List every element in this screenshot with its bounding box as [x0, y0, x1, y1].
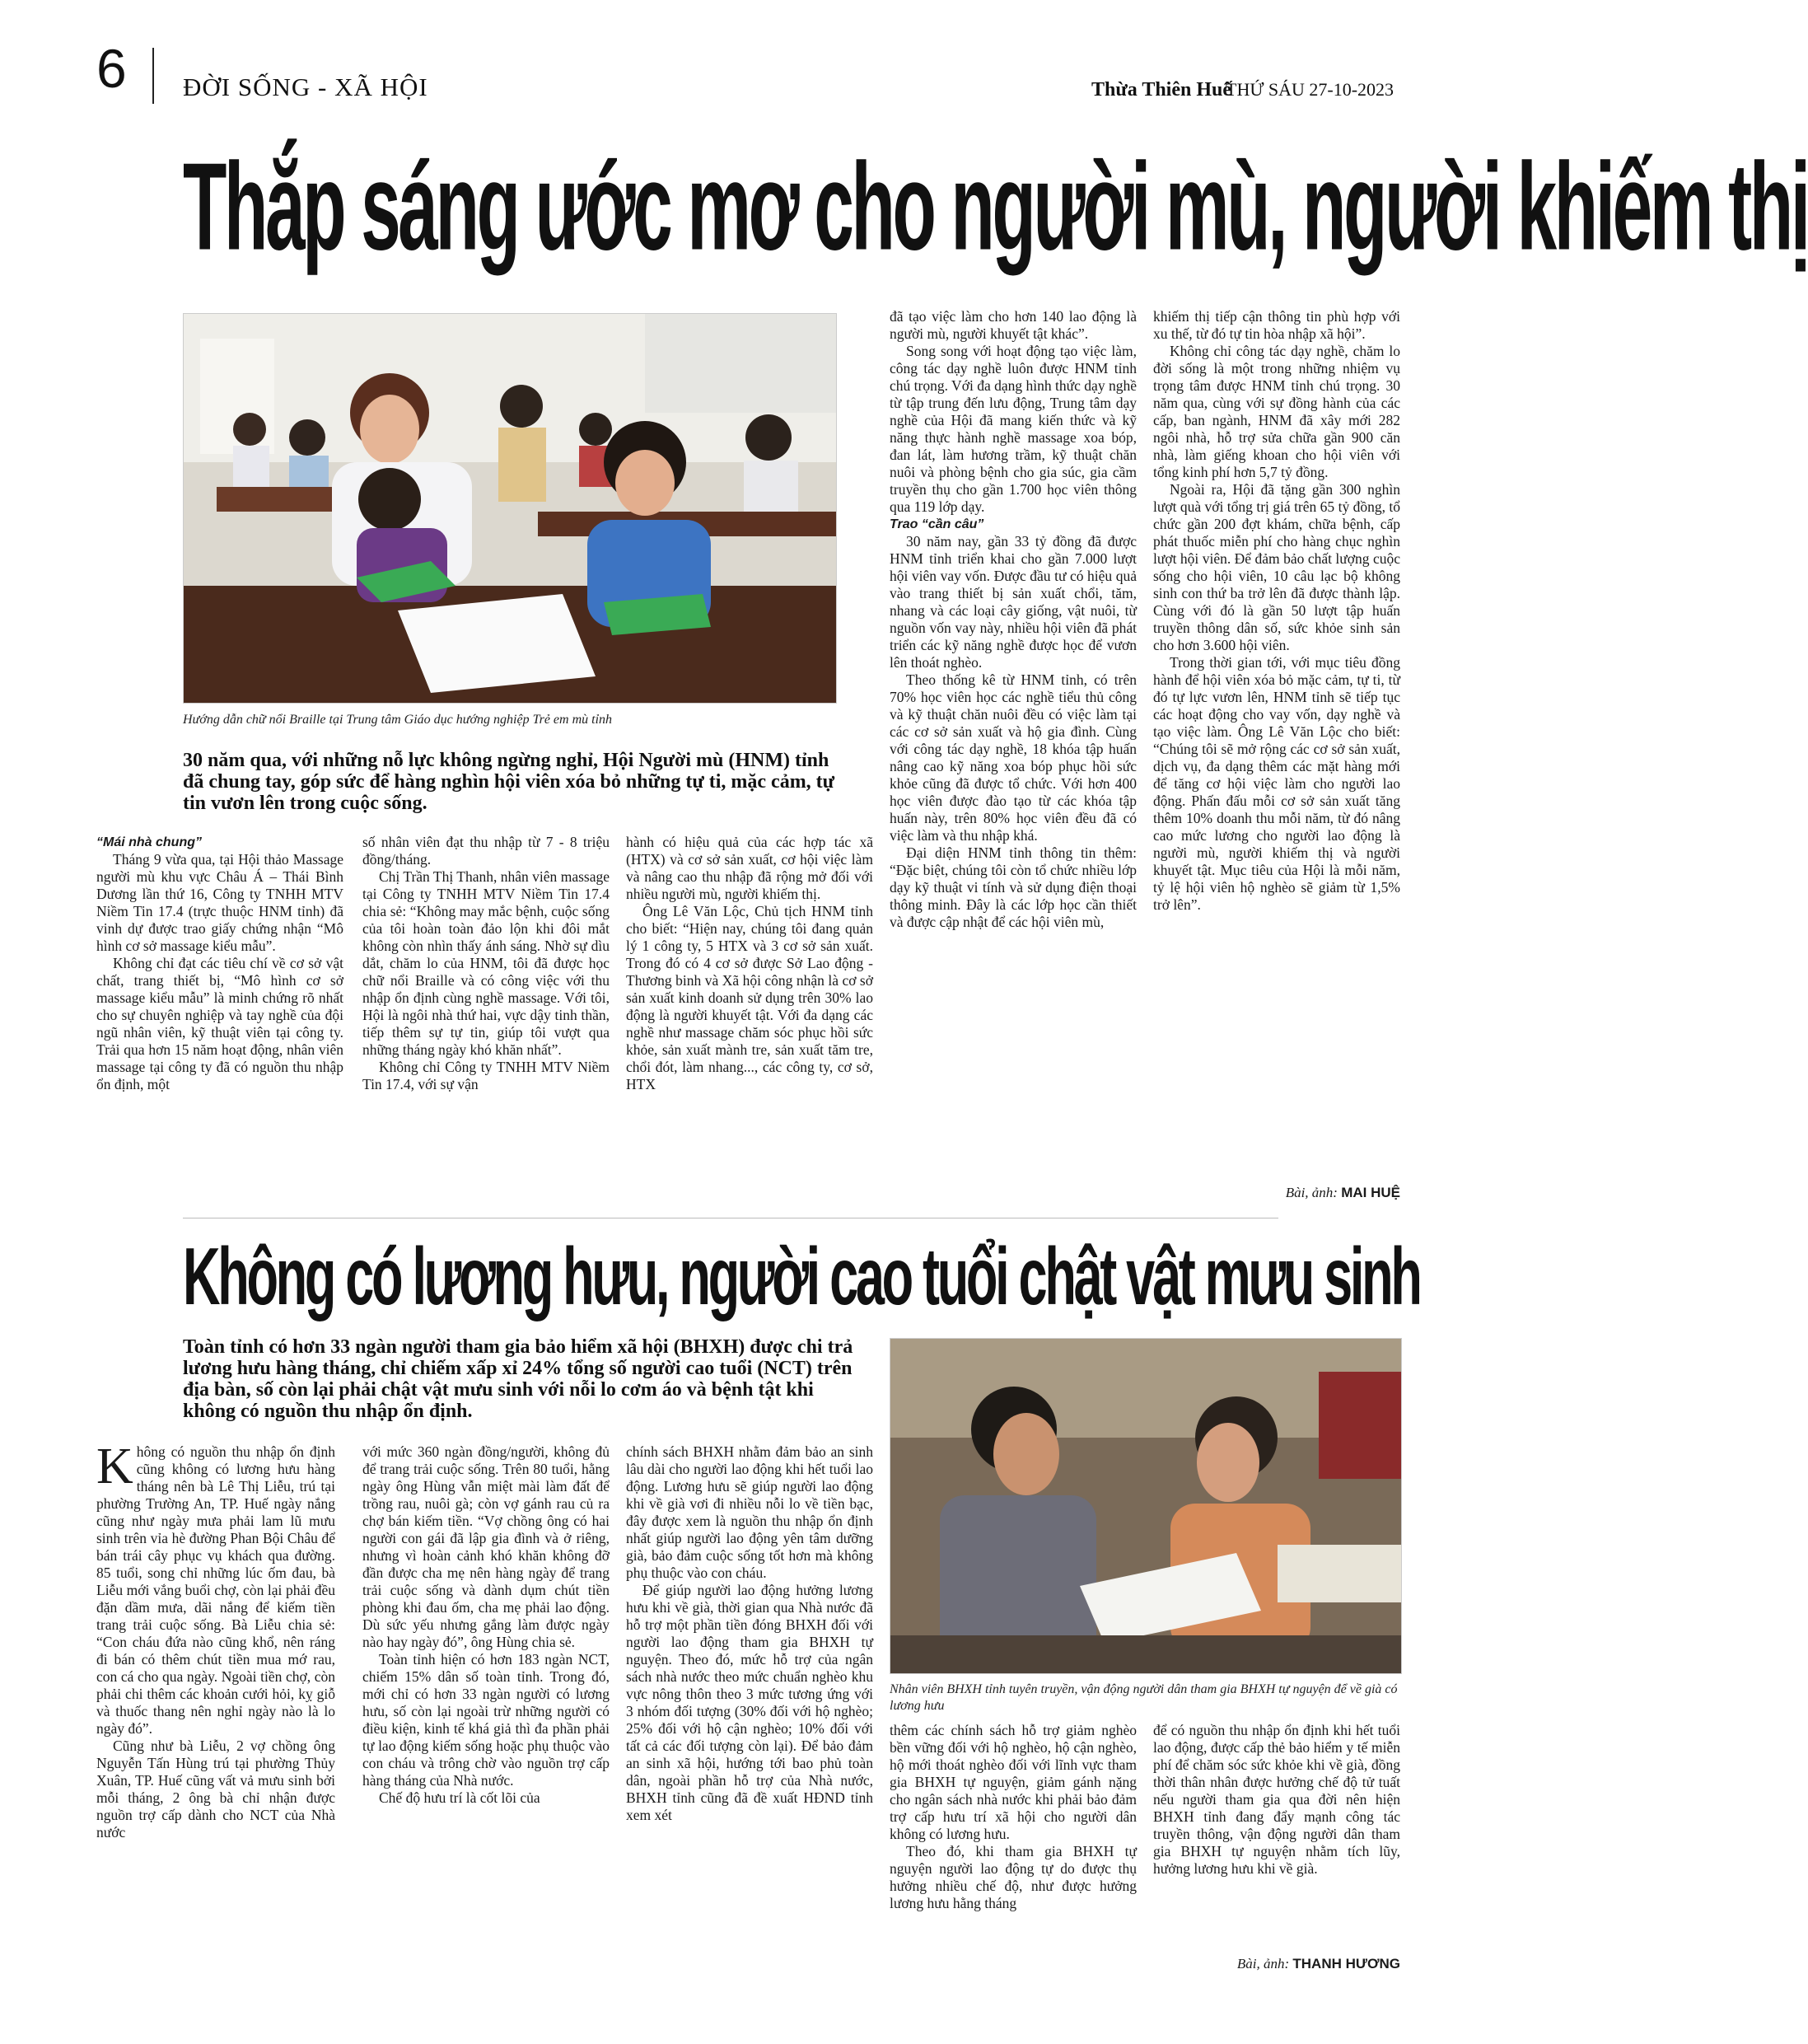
paragraph-text: hông có nguồn thu nhập ổn định cũng không có lương hưu hàng tháng nên bà Lê Thị Liễu, trú tại phường Trường An, TP. Huế ngày nắng cũng như ngày mưa phải lam lũ mưu sinh trên vỉa hè đường Phan Bội Châu để bán trái cây phục vụ khách qua đường. 85 tuổi, song chỉ những lúc ốm đau, bà Liễu mới vắng buổi chợ, còn lại phải đều đặn dầm mưa, dãi nắng để kiếm tiền trang trải cuộc sống. Bà Liễu chia sẻ: “Con cháu đứa nào cũng khổ, nên ráng đi bán có thêm chút tiền mua mớ rau, con cá cho qua ngày. Ngoài tiền chợ, còn phải chi thêm các khoản cưới hỏi, kỵ giỗ và thuốc thang nên nghỉ ngày nào là lo ngày đó”.: [96, 1443, 335, 1737]
paragraph: Theo thống kê từ HNM tỉnh, có trên 70% học viên học các nghề tiểu thủ công và kỹ thuật chăn nuôi đều có việc làm tại các cơ sở sản xuất và hộ gia đình. Cùng với công tác dạy nghề, 18 khóa tập huấn nâng cao kỹ năng xoa bóp phục hồi sức khỏe cũng đã được tổ chức. Với hơn 400 học viên được đào tạo từ các khóa tập huấn này, trên 80% học viên đều đã có việc làm và thu nhập khá.: [890, 671, 1137, 844]
byline-prefix: Bài, ảnh:: [1236, 1956, 1290, 1972]
article-1-headline: Thắp sáng ước mơ cho người mù, người khiếm thị: [183, 138, 1808, 277]
paragraph: 30 năm nay, gần 33 tỷ đồng đã được HNM tỉnh triển khai cho gần 7.000 lượt hội viên vay vốn. Được đầu tư có hiệu quả vào trang thiết bị sản xuất chổi, tăm, nhang và các loại cây giống, vật nuôi, từ nguồn vốn vay này, nhiều hội viên đã phát triển các kỹ năng nghề được học để vươn lên thoát nghèo.: [890, 533, 1137, 671]
paragraph: Chế độ hưu trí là cốt lõi của: [379, 1789, 540, 1806]
paragraph: Song song với hoạt động tạo việc làm, công tác dạy nghề luôn được HNM tỉnh chú trọng. Với đa dạng hình thức dạy nghề từ tập trung đến lưu động, Trung tâm dạy nghề của Hội đã mang kiến thức và kỹ năng thực hành nghề massage xoa bóp, đan lát, làm hương trầm, kỹ thuật chăn nuôi và phòng bệnh cho gia súc, gia cầm truyền thụ cho gần 1.700 học viên thông qua 119 lớp dạy.: [890, 343, 1137, 515]
paragraph: Cũng như bà Liễu, 2 vợ chồng ông Nguyễn Tấn Hùng trú tại phường Thủy Xuân, TP. Huế cũng vất vả mưu sinh bởi mỗi tháng, 2 ông bà chỉ nhận được nguồn trợ cấp dành cho NCT của Nhà nước: [96, 1738, 335, 1841]
paragraph: Để giúp người lao động hưởng lương hưu khi về già, thời gian qua Nhà nước đã hỗ trợ một phần tiền đóng BHXH đối với người lao động tham gia BHXH tự nguyện. Theo đó, mức hỗ trợ của ngân sách nhà nước theo mức chuẩn nghèo khu vực nông thôn theo 3 mức tương ứng với 3 nhóm đối tượng (30% đối với hộ nghèo; 25% đối với hộ cận nghèo; 10% đối với tất cả các đối tượng còn lại). Để bảo đảm an sinh xã hội, hướng tới bao phủ toàn dân, ngoài phần hỗ trợ của Nhà nước, BHXH tỉnh cũng đã đề xuất HĐND tỉnh xem xét: [626, 1582, 873, 1823]
paragraph: Không chỉ đạt các tiêu chí về cơ sở vật chất, trang thiết bị, “Mô hình cơ sở massage kiểu mẫu” là minh chứng rõ nhất cho sự chuyên nghiệp và tay nghề của đội ngũ nhân viên, kỹ thuật viên tại công ty. Trải qua hơn 15 năm hoạt động, nhân viên massage tại công ty đã có nguồn thu nhập ổn định, một: [96, 955, 343, 1092]
article-2-column-3: [626, 1443, 873, 1824]
article-2-column-2: [362, 1443, 610, 1807]
article-1-caption: Hướng dẫn chữ nổi Braille tại Trung tâm Giáo dục hướng nghiệp Trẻ em mù tỉnh: [183, 713, 613, 727]
article-2-column-4: [890, 1722, 1137, 1912]
paragraph: [96, 1438, 335, 1738]
insurance-outreach-photo: [890, 1339, 1401, 1673]
byline-prefix: Bài, ảnh:: [1285, 1185, 1338, 1200]
newspaper-name: Thừa Thiên Huế: [1091, 79, 1232, 101]
article-1-column-1: [96, 834, 343, 1093]
section-title: ĐỜI SỐNG - XÃ HỘI: [183, 72, 428, 101]
paragraph: Đại diện HNM tỉnh thông tin thêm: “Đặc biệt, chúng tôi còn tổ chức nhiều lớp dạy kỹ thuật vi tính và sử dụng điện thoại thông minh. Đây là các lớp học cần thiết và được cập nhật để các hội viên mù,: [890, 844, 1137, 930]
article-2-byline: [1153, 1956, 1400, 1972]
braille-class-photo: [184, 314, 836, 703]
article-1-column-5: [1153, 308, 1400, 914]
article-1-lead: 30 năm qua, với những nỗ lực không ngừng nghỉ, Hội Người mù (HNM) tỉnh đã chung tay, góp sức để hàng nghìn hội viên xóa bỏ những tự ti, mặc cảm, tự tin vươn lên trong cuộc sống.: [183, 750, 835, 814]
paragraph: Chị Trần Thị Thanh, nhân viên massage tại Công ty TNHH MTV Niềm Tin 17.4 chia sẻ: “Không may mắc bệnh, cuộc sống của tôi hoàn toàn đảo lộn khi đôi mắt không còn nhìn thấy ánh sáng. Nhờ sự dìu dắt, chăm lo của HNM, tôi đã được học chữ nổi Braille và có công việc với thu nhập ổn định cùng nghề massage. Với tôi, Hội là ngôi nhà thứ hai, vực dậy tinh thần, tiếp thêm sự tự tin, giúp tôi vượt qua những tháng ngày khó khăn nhất”.: [362, 868, 610, 1058]
page-number: 6: [96, 38, 127, 99]
paragraph: với mức 360 ngàn đồng/người, không đủ để trang trải cuộc sống. Trên 80 tuổi, hằng ngày ông Hùng vẫn miệt mài làm đất để trồng rau, nuôi gà; còn vợ gánh rau củ ra chợ bán kiếm tiền. “Vợ chồng ông có hai người con gái đã lập gia đình và ở riêng, nhưng vì hoàn cảnh khó khăn không đỡ đần được cha mẹ nên hàng ngày để trang trải cuộc sống và dành dụm chút tiền phòng khi đau ốm, cha mẹ phải lao động. Dù sức yếu nhưng gắng làm được ngày nào hay ngày đó”, ông Hùng chia sẻ.: [362, 1443, 610, 1650]
paragraph: Không chỉ Công ty TNHH MTV Niềm Tin 17.4, với sự vận: [362, 1059, 610, 1092]
article-2-column-5: [1153, 1722, 1400, 1878]
paragraph: hành có hiệu quả của các hợp tác xã (HTX) và cơ sở sản xuất, cơ hội việc làm và nâng cao thu nhập đã rộng mở đối với nhiều người mù, người khiếm thị.: [626, 834, 873, 902]
subheading: Trao “cần câu”: [890, 517, 984, 531]
byline-author: MAI HUỆ: [1341, 1185, 1400, 1200]
paragraph: thêm các chính sách hỗ trợ giảm nghèo bền vững đối với hộ nghèo, hộ cận nghèo, hộ mới thoát nghèo đối với lĩnh vực tham gia BHXH tự nguyện, giảm gánh nặng cho ngân sách nhà nước khi phải bảo đảm trợ cấp hưu trí xã hội cho người dân không có lương hưu.: [890, 1722, 1137, 1842]
paragraph: Theo đó, khi tham gia BHXH tự nguyện người lao động tự do được thụ hưởng nhiều chế độ, như được hưởng lương hưu hằng tháng: [890, 1843, 1137, 1911]
article-2-headline: Không có lương hưu, người cao tuổi chật vật mưu sinh: [183, 1231, 1420, 1323]
paragraph: chính sách BHXH nhằm đảm bảo an sinh lâu dài cho người lao động khi hết tuổi lao động. Lương hưu sẽ giúp người lao động khi về già vơi đi nhiều nỗi lo về tiền bạc, đây được xem là nguồn thu nhập ổn định nhất giúp người lao động yên tâm dưỡng già, bảo đảm cuộc sống tốt hơn mà không phụ thuộc vào con cháu.: [626, 1443, 873, 1581]
article-2-lead: Toàn tỉnh có hơn 33 ngàn người tham gia bảo hiểm xã hội (BHXH) được chi trả lương hưu hàng tháng, chỉ chiếm xấp xỉ 24% tổng số người cao tuổi (NCT) trên địa bàn, số còn lại phải chật vật mưu sinh với nỗi lo cơm áo và bệnh tật khi không có nguồn thu nhập ổn định.: [183, 1336, 853, 1422]
byline-author: THANH HƯƠNG: [1292, 1956, 1400, 1972]
article-1-photo: [183, 313, 837, 704]
paragraph: Trong thời gian tới, với mục tiêu đồng hành để hội viên xóa bỏ mặc cảm, tự ti, từ đó tự lực vươn lên, HNM tỉnh sẽ tiếp tục các hoạt động cho vay vốn, dạy nghề và tạo việc làm. Ông Lê Văn Lộc cho biết: “Chúng tôi sẽ mở rộng các cơ sở sản xuất, dịch vụ, đa dạng thêm các mặt hàng mới để tăng cơ hội việc làm cho người lao động. Phấn đấu mỗi cơ sở sản xuất tăng thêm 10% doanh thu mỗi năm, từ đó nâng cao mức lương cho người lao động là người mù, người khiếm thị và người khuyết tật. Mục tiêu của Hội là mỗi năm, tỷ lệ hội viên hộ nghèo sẽ giảm từ 1,5% trở lên”.: [1153, 654, 1400, 913]
paragraph: số nhân viên đạt thu nhập từ 7 - 8 triệu đồng/tháng.: [362, 834, 610, 868]
drop-cap: K: [96, 1438, 133, 1494]
article-2-column-1: [96, 1438, 335, 1841]
paragraph: Toàn tỉnh hiện có hơn 183 ngàn NCT, chiếm 15% dân số toàn tỉnh. Trong đó, mới chỉ có hơn 33 ngàn người có lương hưu, số còn lại ngoài trừ những người có điều kiện, kinh tế khá giả thì đa phần phải tự lao động kiếm sống hoặc phụ thuộc vào con cháu và trông chờ vào nguồn trợ cấp hàng tháng của Nhà nước.: [362, 1651, 610, 1789]
header-divider: [152, 48, 154, 104]
paragraph: Không chỉ công tác dạy nghề, chăm lo đời sống là một trong những nhiệm vụ trọng tâm được HNM tỉnh chú trọng. 30 năm qua, cùng với sự đồng hành của các cấp, ban ngành, HNM đã xây mới 282 ngôi nhà, hỗ trợ sửa chữa gần 900 căn nhà, làm giếng khoan cho hội viên với tổng kinh phí hơn 5,7 tỷ đồng.: [1153, 343, 1400, 480]
article-1-column-3: [626, 834, 873, 1093]
paragraph: Ngoài ra, Hội đã tặng gần 300 nghìn lượt quà với tổng trị giá trên 65 tỷ đồng, tổ chức gần 200 đợt khám, chữa bệnh, cấp phát thuốc miễn phí cho hàng chục nghìn lượt hội viên. Để đảm bảo chất lượng cuộc sống cho hội viên, 10 câu lạc bộ không sinh con thứ ba trở lên đã được thành lập. Cùng với đó là gần 50 lượt tập huấn truyền thông dân số, sức khỏe sinh sản cho hơn 3.600 hội viên.: [1153, 481, 1400, 653]
subheading: “Mái nhà chung”: [96, 835, 202, 849]
article-2-caption: Nhân viên BHXH tỉnh tuyên truyền, vận động người dân tham gia BHXH tự nguyện để về già có lương hưu: [890, 1682, 1398, 1713]
paragraph: khiếm thị tiếp cận thông tin phù hợp với xu thế, từ đó tự tin hòa nhập xã hội”.: [1153, 308, 1400, 342]
paragraph: để có nguồn thu nhập ổn định khi hết tuổi lao động, được cấp thẻ bảo hiểm y tế miễn phí để chăm sóc sức khỏe khi về già, đồng thời thân nhân được hưởng chế độ tử tuất nếu người tham gia qua đời nên hiện BHXH tỉnh đang đẩy mạnh công tác truyền thông, vận động người dân tham gia BHXH tự nguyện nhằm tích lũy, hưởng lương hưu khi về già.: [1153, 1722, 1400, 1877]
paragraph: đã tạo việc làm cho hơn 140 lao động là người mù, người khuyết tật khác”.: [890, 308, 1137, 342]
article-1-column-4: [890, 308, 1137, 931]
paragraph: Ông Lê Văn Lộc, Chủ tịch HNM tỉnh cho biết: “Hiện nay, chúng tôi đang quản lý 1 công ty, 5 HTX và 3 cơ sở sản xuất. Trong đó có 4 cơ sở được Sở Lao động - Thương binh và Xã hội công nhận là cơ sở sản xuất kinh doanh sử dụng trên 30% lao động là người khuyết tật. Với đa dạng các nghề như massage chăm sóc phục hồi sức khỏe, sản xuất mành tre, sản xuất tăm tre, chổi đót, làm nhang..., các công ty, cơ sở, HTX: [626, 903, 873, 1092]
article-2-photo: [890, 1338, 1402, 1674]
article-1-column-2: [362, 834, 610, 1093]
article-1-byline: [1153, 1185, 1400, 1201]
paragraph: Tháng 9 vừa qua, tại Hội thảo Massage người mù khu vực Châu Á – Thái Bình Dương lần thứ 16, Công ty TNHH MTV Niềm Tin 17.4 (trực thuộc HNM tỉnh) đã vinh dự được trao giấy chứng nhận “Mô hình cơ sở massage kiểu mẫu”.: [96, 851, 343, 954]
issue-date: THỨ SÁU 27-10-2023: [1226, 79, 1395, 100]
